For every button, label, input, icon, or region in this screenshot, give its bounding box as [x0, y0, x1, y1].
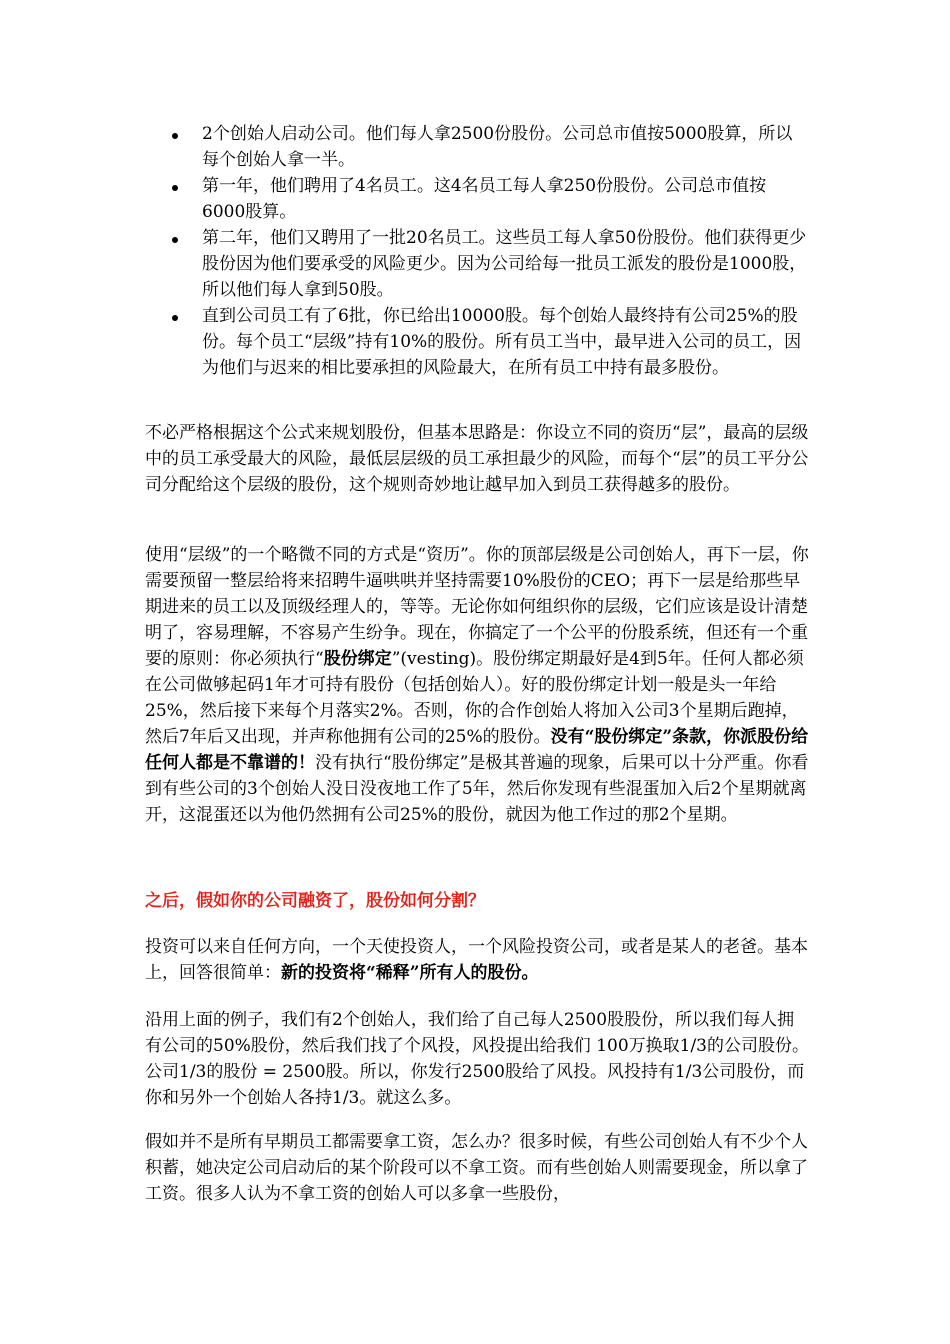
- bullet-text: 第一年，他们聘用了4名员工。这4名员工每人拿250份股份。公司总市值按6000股算。: [202, 176, 767, 222]
- list-item: [168, 225, 808, 303]
- paragraph-vesting: [145, 542, 811, 828]
- paragraph-text: 投资可以来自任何方向，一个天使投资人，一个风险投资公司，或者是某人的老爸。基本上，回答很简单：: [145, 937, 808, 983]
- list-item: [168, 121, 808, 173]
- bullet-text: 2个创始人启动公司。他们每人拿2500份股份。公司总市值按5000股算，所以每个创始人拿一半。: [202, 124, 793, 170]
- bullet-text: 直到公司员工有了6批，你已给出10000股。每个创始人最终持有公司25%的股份。每个员工“层级”持有10%的股份。所有员工当中，最早进入公司的员工，因为他们与迟来的相比要承担的风险最大，在所有员工中持有最多股份。: [202, 306, 802, 378]
- paragraph-investment: [145, 934, 811, 986]
- paragraph-text: 没有执行“股份绑定”是极其普遍的现象，后果可以十分严重。你看到有些公司的3个创始人没日没夜地工作了5年，然后你发现有些混蛋加入后2个星期就离开，这混蛋还以为他仍然拥有公司25%的股份，就因为他工作过的那2个星期。: [145, 753, 809, 825]
- bullet-dot-icon: [172, 133, 178, 139]
- bullet-dot-icon: [172, 185, 178, 191]
- bullet-text: 第二年，他们又聘用了一批20名员工。这些员工每人拿50份股份。他们获得更少股份因为他们要承受的风险更少。因为公司给每一批员工派发的股份是1000股，所以他们每人拿到50股。: [202, 228, 807, 300]
- bold-dilution: 新的投资将“稀释”所有人的股份。: [281, 963, 539, 983]
- bullet-dot-icon: [172, 315, 178, 321]
- paragraph-text: 使用“层级”的一个略微不同的方式是“资历”。你的顶部层级是公司创始人，再下一层，你需要预留一整层给将来招聘牛逼哄哄并坚持需要10%股份的CEO；再下一层是给那些早期进来的员工以及顶级经理人的，等等。无论你如何组织你的层级，它们应该是设计清楚明了，容易理解，不容易产生纷争。现在，你搞定了一个公平的份股系统，但还有一个重要的原则：你必须执行“: [145, 545, 809, 669]
- paragraph-text: ”(vesting)。股份绑定期最好是4到5年。任何人都必须在公司做够起码1年才可持有股份（包括创始人）。好的股份绑定计划一般是头一年给25%，然后接下来每个月落实2%。否则，你的合作创始人将加入公司3个星期后跑掉，然后7年后又出现，并声称他拥有公司的25%的股份。: [145, 649, 804, 747]
- section-heading: 之后，假如你的公司融资了，股份如何分割？: [145, 891, 485, 911]
- bold-warning: 没有“股份绑定”条款，你派股份给任何人都是不靠谱的！: [145, 727, 809, 773]
- bullet-list: [168, 121, 808, 381]
- list-item: [168, 303, 808, 381]
- paragraph-salary: 假如并不是所有早期员工都需要拿工资，怎么办？很多时候，有些公司创始人有不少个人积蓄，她决定公司启动后的某个阶段可以不拿工资。而有些创始人则需要现金，所以拿了工资。很多人认为不拿工资的创始人可以多拿一些股份，: [145, 1132, 808, 1204]
- paragraph-tiers: 不必严格根据这个公式来规划股份，但基本思路是：你设立不同的资历“层”，最高的层级中的员工承受最大的风险，最低层层级的员工承担最少的风险，而每个“层”的员工平分公司分配给这个层级的股份，这个规则奇妙地让越早加入到员工获得越多的股份。: [145, 423, 809, 495]
- bold-vesting: 股份绑定: [323, 649, 392, 669]
- bullet-dot-icon: [172, 237, 178, 243]
- list-item: [168, 173, 808, 225]
- paragraph-example: 沿用上面的例子，我们有2个创始人，我们给了自己每人2500股股份，所以我们每人拥有公司的50%股份，然后我们找了个风投，风投提出给我们 100万换取1/3的公司股份。公司1/3的股份 = 2500股。所以，你发行2500股给了风投。风投持有1/3公司股份，而你和另外一个创始人各持1/3。就这么多。: [145, 1010, 809, 1108]
